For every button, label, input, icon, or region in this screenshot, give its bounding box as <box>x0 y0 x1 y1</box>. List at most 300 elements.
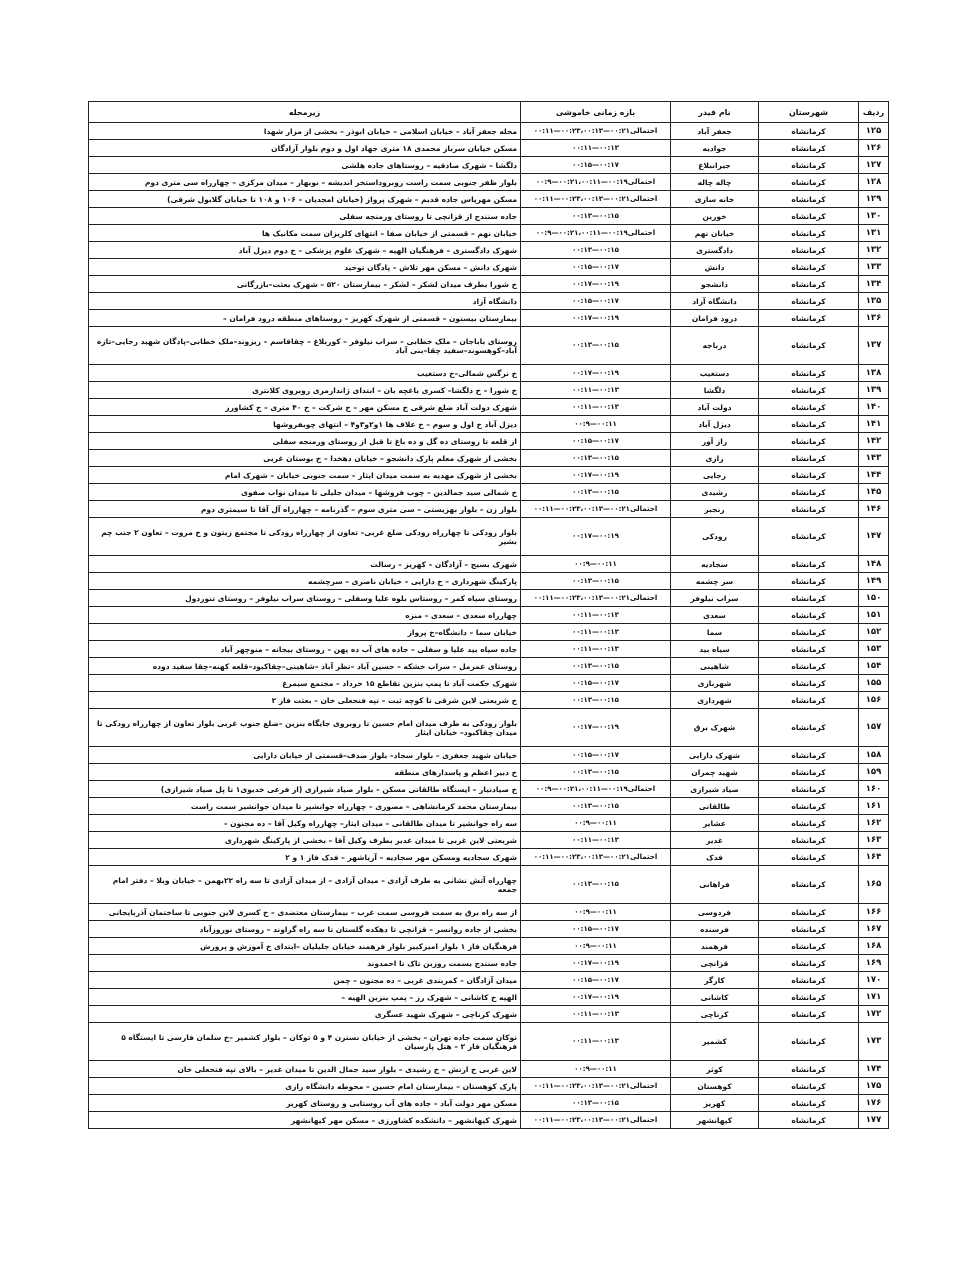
row-number-cell: ۱۴۳ <box>859 450 889 467</box>
time-cell: احتمالی۰۰:۱۹—۰۰:۲۱،۰۰:۱۱—۰۰:۹ <box>521 174 671 191</box>
table-row <box>89 1112 889 1129</box>
table-row <box>89 259 889 276</box>
city-cell: کرمانشاه <box>759 641 859 658</box>
city-cell: کرمانشاه <box>759 1023 859 1061</box>
city-cell: کرمانشاه <box>759 225 859 242</box>
feeder-cell: کهریز <box>671 1095 759 1112</box>
city-cell: کرمانشاه <box>759 416 859 433</box>
time-cell: ۰۰:۱۵—۰۰:۱۳ <box>521 208 671 225</box>
table-row <box>89 123 889 140</box>
feeder-cell: رازی <box>671 450 759 467</box>
feeder-cell: فراهانی <box>671 866 759 904</box>
table-row <box>89 658 889 675</box>
time-cell: ۰۰:۱۵—۰۰:۱۳ <box>521 658 671 675</box>
row-number-cell: ۱۷۶ <box>859 1095 889 1112</box>
area-cell: خیابان شهید جعفری – بلوار سجاد– بلوار صدف–قسمتی از خیابان دارایی <box>89 747 521 764</box>
table-row <box>89 798 889 815</box>
table-row <box>89 815 889 832</box>
feeder-cell: شهرداری <box>671 692 759 709</box>
feeder-cell: درود فرامان <box>671 310 759 327</box>
city-cell: کرمانشاه <box>759 692 859 709</box>
area-cell: جاده سیاه بید علیا و سفلی – جاده های آب ده پهن – روستای بیجانه – منوچهر آباد <box>89 641 521 658</box>
feeder-cell: فرسنده <box>671 921 759 938</box>
row-number-cell: ۱۳۶ <box>859 310 889 327</box>
table-row <box>89 174 889 191</box>
city-cell: کرمانشاه <box>759 450 859 467</box>
table-body <box>89 123 889 1129</box>
feeder-cell: کشمیر <box>671 1023 759 1061</box>
area-cell: شریعتی لاین غربی تا میدان غدیر بطرف وکیل آقا – بخشی از پارکینگ شهرداری <box>89 832 521 849</box>
table-row <box>89 764 889 781</box>
area-cell: فرهنگیان فاز ۱ بلوار امیرکبیر بلوار فرهمند خیابان جلیلیان –ابتدای خ آموزش و پرورش <box>89 938 521 955</box>
time-cell: ۰۰:۱۵—۰۰:۱۳ <box>521 866 671 904</box>
city-cell: کرمانشاه <box>759 1112 859 1129</box>
feeder-cell: رشیدی <box>671 484 759 501</box>
row-number-cell: ۱۳۷ <box>859 327 889 365</box>
area-cell: بلوار رودکی به طرف میدان امام حسین تا روبروی جایگاه بنزین –ضلع جنوب غربی بلوار تعاون از چهارراه رودکی تا میدان چقاکبود– خیابان ایثار <box>89 709 521 747</box>
city-cell: کرمانشاه <box>759 866 859 904</box>
table-row <box>89 450 889 467</box>
row-number-cell: ۱۷۳ <box>859 1023 889 1061</box>
feeder-cell: شهرک دارایی <box>671 747 759 764</box>
city-cell: کرمانشاه <box>759 157 859 174</box>
time-cell: ۰۰:۱۵—۰۰:۱۳ <box>521 327 671 365</box>
table-row <box>89 276 889 293</box>
feeder-cell: دلگشا <box>671 382 759 399</box>
table-row <box>89 1006 889 1023</box>
feeder-cell: سر چشمه <box>671 573 759 590</box>
area-cell: پارک کوهستان – بیمارستان امام حسین – محوطه دانشگاه رازی <box>89 1078 521 1095</box>
table-row <box>89 382 889 399</box>
time-cell: احتمالی۰۰:۲۱—۰۰:۲۳،۰۰:۱۳—۰۰:۱۱ <box>521 123 671 140</box>
table-row <box>89 921 889 938</box>
table-row <box>89 866 889 904</box>
time-cell: ۰۰:۱۱—۰۰:۹ <box>521 1061 671 1078</box>
table-row <box>89 904 889 921</box>
feeder-cell: شهید چمران <box>671 764 759 781</box>
area-cell: خ شورا – خ دلگشا– کسری باغچه بان – ابتدای ژاندارمری روبروی کلانتری <box>89 382 521 399</box>
feeder-cell: راز آور <box>671 433 759 450</box>
time-cell: احتمالی۰۰:۱۹—۰۰:۲۱،۰۰:۱۱—۰۰:۹ <box>521 225 671 242</box>
row-number-cell: ۱۳۵ <box>859 293 889 310</box>
feeder-cell: فدک <box>671 849 759 866</box>
city-cell: کرمانشاه <box>759 382 859 399</box>
city-cell: کرمانشاه <box>759 658 859 675</box>
row-number-cell: ۱۴۰ <box>859 399 889 416</box>
feeder-cell: شهربازی <box>671 675 759 692</box>
time-cell: احتمالی۰۰:۲۱—۰۰:۲۳،۰۰:۱۳—۰۰:۱۱ <box>521 1078 671 1095</box>
table-row <box>89 225 889 242</box>
table-row <box>89 1078 889 1095</box>
city-cell: کرمانشاه <box>759 709 859 747</box>
area-cell: شهرک بسیج – آزادگان – کهریز – رسالت <box>89 556 521 573</box>
feeder-cell: دولت آباد <box>671 399 759 416</box>
feeder-cell: شهرک برق <box>671 709 759 747</box>
area-cell: خیابان سما – دانشگاه–خ پرواز <box>89 624 521 641</box>
table-row <box>89 692 889 709</box>
row-number-cell: ۱۵۶ <box>859 692 889 709</box>
city-cell: کرمانشاه <box>759 904 859 921</box>
feeder-cell: فرهمند <box>671 938 759 955</box>
row-number-cell: ۱۳۹ <box>859 382 889 399</box>
time-cell: احتمالی۰۰:۱۹—۰۰:۲۱،۰۰:۱۱—۰۰:۹ <box>521 781 671 798</box>
time-cell: ۰۰:۱۳—۰۰:۱۱ <box>521 382 671 399</box>
city-cell: کرمانشاه <box>759 815 859 832</box>
area-cell: بلوار زن – بلوار بهزیستی – سی متری سوم – گذرنامه – چهارراه آل آقا تا سیمتری دوم <box>89 501 521 518</box>
table-row <box>89 624 889 641</box>
row-number-cell: ۱۷۱ <box>859 989 889 1006</box>
area-cell: محله جعفر آباد – خیابان اسلامی – خیابان ابوذر – بخشی از مزار شهدا <box>89 123 521 140</box>
table-row <box>89 1023 889 1061</box>
row-number-cell: ۱۵۸ <box>859 747 889 764</box>
time-cell: ۰۰:۱۳—۰۰:۱۱ <box>521 641 671 658</box>
time-cell: ۰۰:۱۱—۰۰:۹ <box>521 416 671 433</box>
row-number-cell: ۱۵۷ <box>859 709 889 747</box>
city-cell: کرمانشاه <box>759 798 859 815</box>
feeder-cell: غدیر <box>671 832 759 849</box>
feeder-cell: کرناچی <box>671 1006 759 1023</box>
table-row <box>89 747 889 764</box>
area-cell: جاده سنندج از قزانچی تا روستای ورمنجه سفلی <box>89 208 521 225</box>
row-number-cell: ۱۷۴ <box>859 1061 889 1078</box>
feeder-cell: خانه سازی <box>671 191 759 208</box>
table-row <box>89 191 889 208</box>
header-area: زیرمحله <box>89 102 521 123</box>
feeder-cell: دادگستری <box>671 242 759 259</box>
feeder-cell: کوهستان <box>671 1078 759 1095</box>
feeder-cell: سیاه بید <box>671 641 759 658</box>
feeder-cell: رجایی <box>671 467 759 484</box>
area-cell: پارکینگ شهرداری – خ دارایی – خیابان ناصری – سرچشمه <box>89 573 521 590</box>
area-cell: بیمارستان بیستون – قسمتی از شهرک کهریز – روستاهای منطقه درود فرامان – <box>89 310 521 327</box>
time-cell: ۰۰:۱۳—۰۰:۱۱ <box>521 1006 671 1023</box>
city-cell: کرمانشاه <box>759 556 859 573</box>
row-number-cell: ۱۷۰ <box>859 972 889 989</box>
row-number-cell: ۱۳۱ <box>859 225 889 242</box>
row-number-cell: ۱۳۳ <box>859 259 889 276</box>
time-cell: ۰۰:۱۹—۰۰:۱۷ <box>521 989 671 1006</box>
table-row <box>89 849 889 866</box>
feeder-cell: درباجه <box>671 327 759 365</box>
table-row <box>89 972 889 989</box>
table-row <box>89 989 889 1006</box>
feeder-cell: سراب نیلوفر <box>671 590 759 607</box>
city-cell: کرمانشاه <box>759 208 859 225</box>
area-cell: روستای باباجان – ملک خطابی – سراب نیلوفر – کوربلاغ – چقاقاسم – ریزوند–ملک خطابی–پادگان شهید رجایی–تازه آباد–کوهسوند–سفید چقا–بنی آباد <box>89 327 521 365</box>
area-cell: جاده سنندج بسمت روزبن تاک تا احمدوند <box>89 955 521 972</box>
row-number-cell: ۱۶۰ <box>859 781 889 798</box>
row-number-cell: ۱۵۴ <box>859 658 889 675</box>
feeder-cell: خورین <box>671 208 759 225</box>
area-cell: بلوار رودکی تا چهارراه رودکی ضلع غربی– تعاون از چهارراه رودکی تا مجتمع زیتون و خ مروت – تعاون ۲ جنب چم بشیر <box>89 518 521 556</box>
city-cell: کرمانشاه <box>759 675 859 692</box>
time-cell: ۰۰:۱۵—۰۰:۱۳ <box>521 798 671 815</box>
area-cell: مسکن مهرپاس جاده قدیم – شهرک پرواز (خیابان امجدیان – ۱۰۶ و ۱۰۸ تا خیابان گلابول شرقی) <box>89 191 521 208</box>
table-row <box>89 501 889 518</box>
row-number-cell: ۱۴۱ <box>859 416 889 433</box>
table-row <box>89 484 889 501</box>
time-cell: احتمالی۰۰:۲۱—۰۰:۲۳،۰۰:۱۳—۰۰:۱۱ <box>521 501 671 518</box>
table-row <box>89 556 889 573</box>
time-cell: احتمالی۰۰:۲۱—۰۰:۲۳،۰۰:۱۳—۰۰:۱۱ <box>521 191 671 208</box>
city-cell: کرمانشاه <box>759 989 859 1006</box>
feeder-cell: کوثر <box>671 1061 759 1078</box>
city-cell: کرمانشاه <box>759 921 859 938</box>
feeder-cell: رودکی <box>671 518 759 556</box>
time-cell: ۰۰:۱۷—۰۰:۱۵ <box>521 747 671 764</box>
feeder-cell: طالقانی <box>671 798 759 815</box>
city-cell: کرمانشاه <box>759 624 859 641</box>
row-number-cell: ۱۳۸ <box>859 365 889 382</box>
table-row <box>89 675 889 692</box>
time-cell: ۰۰:۱۱—۰۰:۹ <box>521 556 671 573</box>
city-cell: کرمانشاه <box>759 590 859 607</box>
table-row <box>89 242 889 259</box>
city-cell: کرمانشاه <box>759 849 859 866</box>
table-row <box>89 607 889 624</box>
table-header-row <box>89 102 889 123</box>
area-cell: خ شورا بطرف میدان لشکر – لشکر – بیمارستان ۵۲۰ – شهرک بعثت–بازرگانی <box>89 276 521 293</box>
row-number-cell: ۱۴۴ <box>859 467 889 484</box>
row-number-cell: ۱۵۲ <box>859 624 889 641</box>
table-row <box>89 327 889 365</box>
area-cell: دیزل آباد خ اول و سوم – خ علاف ها ۱و۲و۳و۴ – انتهای چوبفروشها <box>89 416 521 433</box>
time-cell: ۰۰:۱۳—۰۰:۱۱ <box>521 1023 671 1061</box>
city-cell: کرمانشاه <box>759 747 859 764</box>
header-city: شهرستان <box>759 102 859 123</box>
area-cell: از قلعه تا روستای ده گل و ده باغ تا قبل از روستای ورمنجه سفلی <box>89 433 521 450</box>
city-cell: کرمانشاه <box>759 1095 859 1112</box>
row-number-cell: ۱۲۶ <box>859 140 889 157</box>
area-cell: بخشی از شهرک مهدیه به سمت میدان ایثار – سمت جنوبی خیابان – شهرک امام <box>89 467 521 484</box>
table-row <box>89 467 889 484</box>
row-number-cell: ۱۶۶ <box>859 904 889 921</box>
header-row-number: ردیف <box>859 102 889 123</box>
area-cell: شهرک دولت آباد ضلع شرقی خ مسکن مهر – خ شرکت – خ ۴۰ متری – خ کشاورز <box>89 399 521 416</box>
area-cell: خ شریعتی لاین شرقی تا کوچه ثبت – تپه فتحعلی خان – بعثت فاز ۲ <box>89 692 521 709</box>
city-cell: کرمانشاه <box>759 123 859 140</box>
area-cell: توکان سمت جاده تهران – بخشی از خیابان نسترن ۴ و ۵ توکان – بلوار کشمیر –خ سلمان فارسی تا ایستگاه ۵ فرهنگیان فاز ۲ – هتل پارسیان <box>89 1023 521 1061</box>
area-cell: از سه راه برق به سمت فروسی سمت غرب – بیمارستان معتضدی – خ کسری لاین جنوبی تا ساختمان آذربایجانی <box>89 904 521 921</box>
row-number-cell: ۱۶۳ <box>859 832 889 849</box>
time-cell: ۰۰:۱۳—۰۰:۱۱ <box>521 832 671 849</box>
area-cell: خ نرگس شمالی–خ دستغیب <box>89 365 521 382</box>
city-cell: کرمانشاه <box>759 781 859 798</box>
header-time: بازه زمانی خاموشی <box>521 102 671 123</box>
time-cell: ۰۰:۱۷—۰۰:۱۵ <box>521 675 671 692</box>
city-cell: کرمانشاه <box>759 501 859 518</box>
city-cell: کرمانشاه <box>759 1006 859 1023</box>
city-cell: کرمانشاه <box>759 140 859 157</box>
time-cell: ۰۰:۱۹—۰۰:۱۷ <box>521 365 671 382</box>
feeder-cell: دانشگاه آزاد <box>671 293 759 310</box>
table-row <box>89 709 889 747</box>
time-cell: ۰۰:۱۱—۰۰:۹ <box>521 938 671 955</box>
time-cell: ۰۰:۱۳—۰۰:۱۱ <box>521 140 671 157</box>
city-cell: کرمانشاه <box>759 518 859 556</box>
area-cell: شهرک حکمت آباد تا پمپ بنزین تقاطع ۱۵ خرداد – مجتمع سیمرغ <box>89 675 521 692</box>
feeder-cell: جعفر آباد <box>671 123 759 140</box>
time-cell: ۰۰:۱۱—۰۰:۹ <box>521 904 671 921</box>
time-cell: احتمالی۰۰:۲۱—۰۰:۲۳،۰۰:۱۳—۰۰:۱۱ <box>521 1112 671 1129</box>
time-cell: ۰۰:۱۷—۰۰:۱۵ <box>521 157 671 174</box>
feeder-cell: کیهانشهر <box>671 1112 759 1129</box>
area-cell: بخشی از جاده روانسر – قزانچی تا دهکده گلستان تا سه راه گراوند – روستای نوروزآباد <box>89 921 521 938</box>
city-cell: کرمانشاه <box>759 484 859 501</box>
feeder-cell: عشایر <box>671 815 759 832</box>
row-number-cell: ۱۴۵ <box>859 484 889 501</box>
time-cell: ۰۰:۱۱—۰۰:۹ <box>521 815 671 832</box>
time-cell: ۰۰:۱۹—۰۰:۱۷ <box>521 467 671 484</box>
row-number-cell: ۱۷۵ <box>859 1078 889 1095</box>
row-number-cell: ۱۴۶ <box>859 501 889 518</box>
feeder-cell: دانشجو <box>671 276 759 293</box>
table-row <box>89 518 889 556</box>
row-number-cell: ۱۲۵ <box>859 123 889 140</box>
row-number-cell: ۱۳۴ <box>859 276 889 293</box>
row-number-cell: ۱۲۷ <box>859 157 889 174</box>
table-row <box>89 140 889 157</box>
city-cell: کرمانشاه <box>759 242 859 259</box>
area-cell: بیمارستان محمد کرمانشاهی – مصوری – چهارراه جوانشیر تا میدان جوانشیر سمت راست <box>89 798 521 815</box>
time-cell: ۰۰:۱۹—۰۰:۱۷ <box>521 955 671 972</box>
time-cell: ۰۰:۱۵—۰۰:۱۳ <box>521 242 671 259</box>
area-cell: بخشی از شهرک معلم پارک دانشجو – خیابان دهخدا – خ بوستان غربی <box>89 450 521 467</box>
city-cell: کرمانشاه <box>759 399 859 416</box>
area-cell: روستای عمرمل – سراب خشکه – حسین آباد –نظر آباد –شاهینی–چقاکبود–قلعه کهنه–چقا سفید دوده <box>89 658 521 675</box>
city-cell: کرمانشاه <box>759 1078 859 1095</box>
row-number-cell: ۱۶۴ <box>859 849 889 866</box>
time-cell: ۰۰:۱۷—۰۰:۱۵ <box>521 921 671 938</box>
feeder-cell: رنجبر <box>671 501 759 518</box>
area-cell: چهارراه آتش نشانی به طرف آزادی – میدان آزادی – از میدان آزادی تا سه راه ۲۲بهمن – خیابان ویلا – دفتر امام جمعه <box>89 866 521 904</box>
row-number-cell: ۱۶۷ <box>859 921 889 938</box>
time-cell: ۰۰:۱۵—۰۰:۱۳ <box>521 1095 671 1112</box>
area-cell: لاین غربی خ ارتش – خ رشیدی – بلوار سید جمال الدین تا میدان غدیر – بالای تپه فتحعلی خان <box>89 1061 521 1078</box>
area-cell: بلوار ظفر جنوبی سمت راست روبروداستخر اندیشه – نوبهار – میدان مرکزی – چهارراه سی متری دوم <box>89 174 521 191</box>
table-row <box>89 1095 889 1112</box>
feeder-cell: سما <box>671 624 759 641</box>
feeder-cell: دانش <box>671 259 759 276</box>
time-cell: احتمالی۰۰:۲۱—۰۰:۲۳،۰۰:۱۳—۰۰:۱۱ <box>521 590 671 607</box>
table-row <box>89 208 889 225</box>
row-number-cell: ۱۶۱ <box>859 798 889 815</box>
feeder-cell: سجادیه <box>671 556 759 573</box>
city-cell: کرمانشاه <box>759 832 859 849</box>
row-number-cell: ۱۶۲ <box>859 815 889 832</box>
table-row <box>89 641 889 658</box>
row-number-cell: ۱۶۵ <box>859 866 889 904</box>
outage-table <box>88 101 889 1129</box>
feeder-cell: سعدی <box>671 607 759 624</box>
row-number-cell: ۱۵۵ <box>859 675 889 692</box>
city-cell: کرمانشاه <box>759 1061 859 1078</box>
table-row <box>89 832 889 849</box>
row-number-cell: ۱۴۸ <box>859 556 889 573</box>
table-row <box>89 955 889 972</box>
time-cell: ۰۰:۱۹—۰۰:۱۷ <box>521 518 671 556</box>
feeder-cell: قزانچی <box>671 955 759 972</box>
table-row <box>89 781 889 798</box>
city-cell: کرمانشاه <box>759 467 859 484</box>
city-cell: کرمانشاه <box>759 259 859 276</box>
feeder-cell: چاله چاله <box>671 174 759 191</box>
time-cell: ۰۰:۱۷—۰۰:۱۵ <box>521 293 671 310</box>
feeder-cell: کارگر <box>671 972 759 989</box>
row-number-cell: ۱۵۳ <box>859 641 889 658</box>
time-cell: ۰۰:۱۷—۰۰:۱۵ <box>521 433 671 450</box>
area-cell: خ دبیر اعظم و پاسدارهای منطقه <box>89 764 521 781</box>
area-cell: شهرک دانش – مسکن مهر تلاش – پادگان توحید <box>89 259 521 276</box>
row-number-cell: ۱۴۹ <box>859 573 889 590</box>
area-cell: شهرک کیهانشهر – دانشکده کشاورزی – مسکن مهر کیهانشهر <box>89 1112 521 1129</box>
area-cell: چهارراه سعدی – سعدی – منزه <box>89 607 521 624</box>
time-cell: ۰۰:۱۹—۰۰:۱۷ <box>521 310 671 327</box>
time-cell: ۰۰:۱۷—۰۰:۱۵ <box>521 259 671 276</box>
city-cell: کرمانشاه <box>759 972 859 989</box>
area-cell: مسکن مهر دولت آباد – جاده های آب روستایی و روستای کهریز <box>89 1095 521 1112</box>
table-row <box>89 310 889 327</box>
feeder-cell: دستغیب <box>671 365 759 382</box>
city-cell: کرمانشاه <box>759 365 859 382</box>
table-row <box>89 1061 889 1078</box>
city-cell: کرمانشاه <box>759 607 859 624</box>
area-cell: خ صیادنیار – ایستگاه طالقانی مسکن – بلوار صیاد شیرازی (از فرعی خدیوی۱ تا پل صیاد شیرازی) <box>89 781 521 798</box>
row-number-cell: ۱۴۲ <box>859 433 889 450</box>
row-number-cell: ۱۵۹ <box>859 764 889 781</box>
row-number-cell: ۱۲۹ <box>859 191 889 208</box>
time-cell: احتمالی۰۰:۲۱—۰۰:۲۳،۰۰:۱۳—۰۰:۱۱ <box>521 849 671 866</box>
time-cell: ۰۰:۱۵—۰۰:۱۳ <box>521 484 671 501</box>
area-cell: سه راه جوانشیر تا میدان طالقانی – میدان ایثار– چهارراه وکیل آقا – ده مجنون – <box>89 815 521 832</box>
city-cell: کرمانشاه <box>759 174 859 191</box>
row-number-cell: ۱۲۸ <box>859 174 889 191</box>
time-cell: ۰۰:۱۵—۰۰:۱۳ <box>521 764 671 781</box>
time-cell: ۰۰:۱۹—۰۰:۱۷ <box>521 276 671 293</box>
table-row <box>89 590 889 607</box>
row-number-cell: ۱۷۷ <box>859 1112 889 1129</box>
city-cell: کرمانشاه <box>759 764 859 781</box>
area-cell: شهرک سجادیه ومسکن مهر سجادیه – آریاشهر – فدک فاز ۱ و ۲ <box>89 849 521 866</box>
time-cell: ۰۰:۱۹—۰۰:۱۷ <box>521 709 671 747</box>
feeder-cell: جیرانبلاغ <box>671 157 759 174</box>
city-cell: کرمانشاه <box>759 938 859 955</box>
time-cell: ۰۰:۱۵—۰۰:۱۳ <box>521 573 671 590</box>
city-cell: کرمانشاه <box>759 327 859 365</box>
area-cell: خ شمالی سید جمالدین – چوب فروشها – میدان جلیلی تا میدان نواب صفوی <box>89 484 521 501</box>
city-cell: کرمانشاه <box>759 191 859 208</box>
outage-schedule-sheet <box>88 101 888 1129</box>
area-cell: میدان آزادگان – کمربندی غربی – ده مجنون – چمن <box>89 972 521 989</box>
header-feeder: نام فیدر <box>671 102 759 123</box>
feeder-cell: شاهینی <box>671 658 759 675</box>
time-cell: ۰۰:۱۵—۰۰:۱۳ <box>521 692 671 709</box>
area-cell: شهرک کرناچی – شهرک شهید عسگری <box>89 1006 521 1023</box>
area-cell: دلگشا – شهرک صادقیه – روستاهای جاده هلشی <box>89 157 521 174</box>
area-cell: شهرک دادگستری – فرهنگیان الهیه – شهرک علوم پزشکی – خ دوم دیزل آباد <box>89 242 521 259</box>
row-number-cell: ۱۵۱ <box>859 607 889 624</box>
time-cell: ۰۰:۱۳—۰۰:۱۱ <box>521 624 671 641</box>
time-cell: ۰۰:۱۳—۰۰:۱۱ <box>521 399 671 416</box>
city-cell: کرمانشاه <box>759 293 859 310</box>
row-number-cell: ۱۵۰ <box>859 590 889 607</box>
feeder-cell: جوادیه <box>671 140 759 157</box>
feeder-cell: صیاد شیرازی <box>671 781 759 798</box>
feeder-cell: فردوسی <box>671 904 759 921</box>
city-cell: کرمانشاه <box>759 573 859 590</box>
table-row <box>89 399 889 416</box>
city-cell: کرمانشاه <box>759 955 859 972</box>
